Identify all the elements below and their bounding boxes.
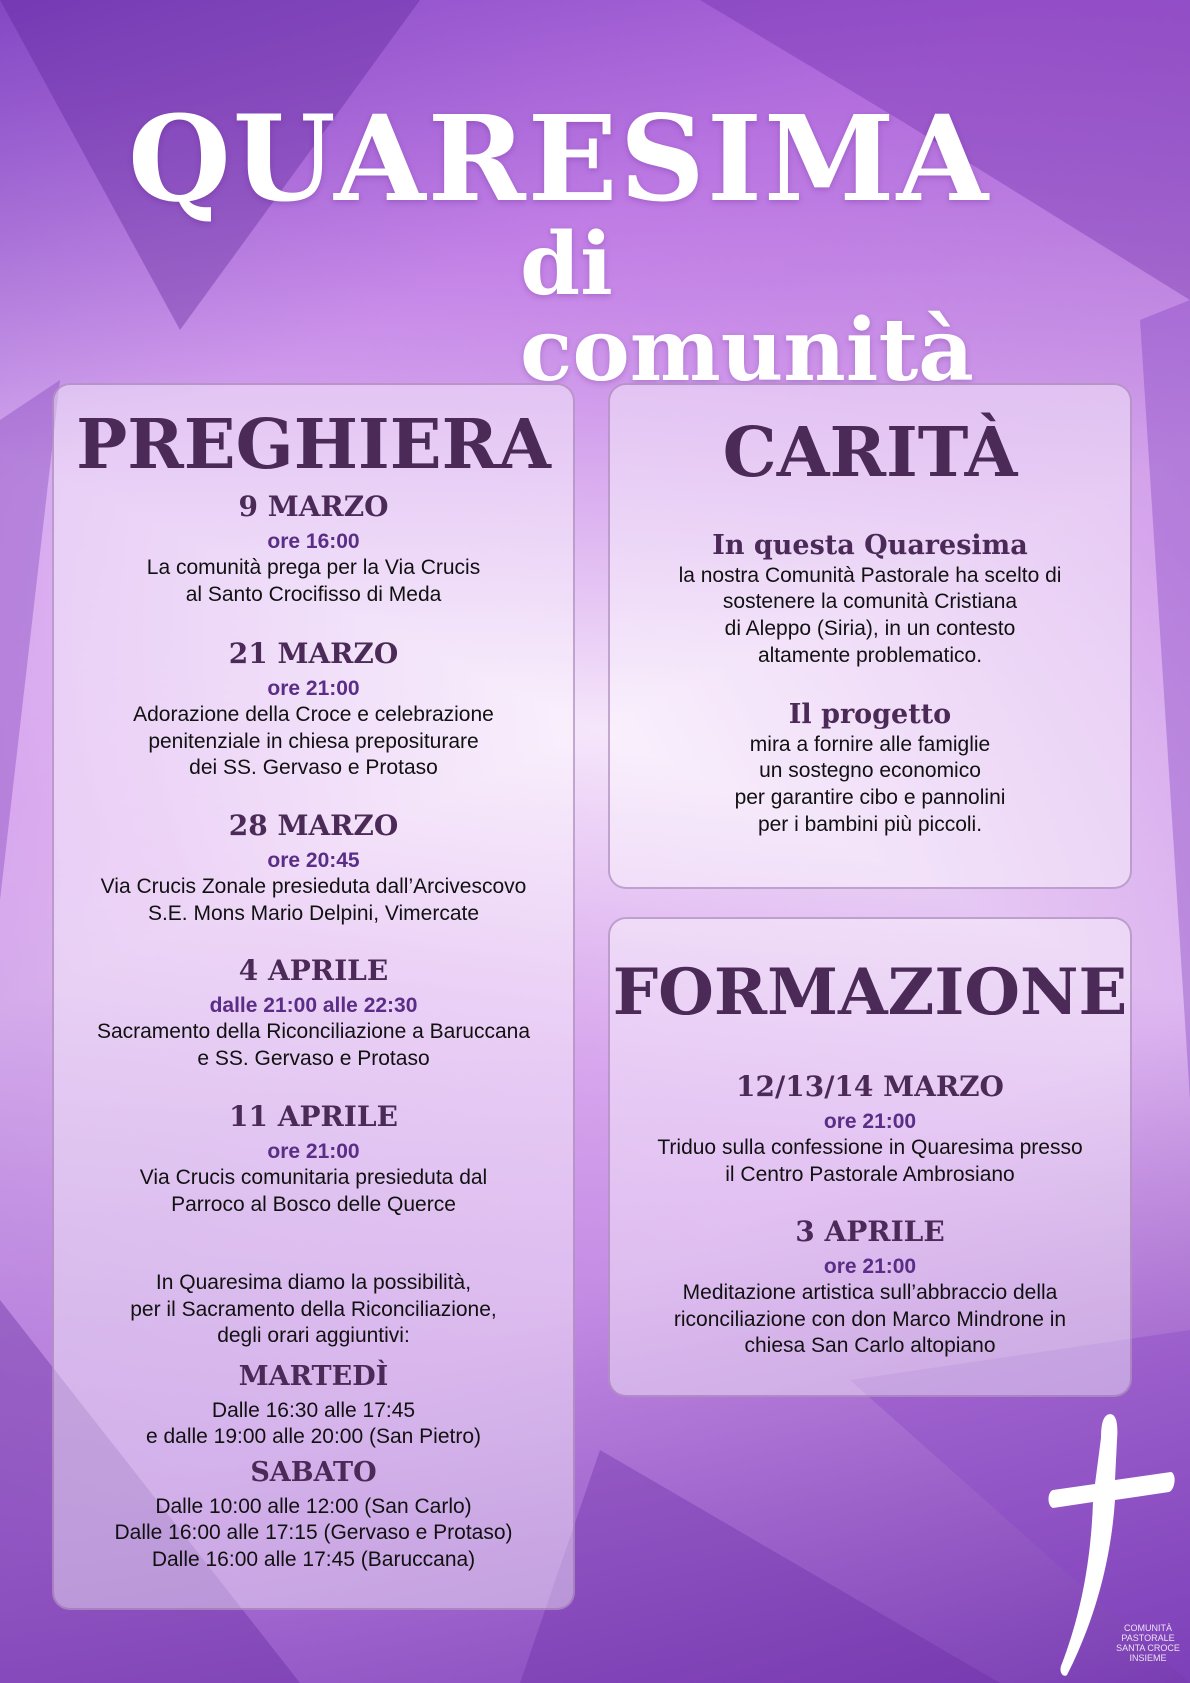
section-line: altamente problematico. <box>757 643 983 667</box>
formazione-event <box>610 1217 1130 1360</box>
preghiera-title: PREGHIERA <box>76 405 551 485</box>
martedi-schedule <box>54 1362 573 1451</box>
logo-line: INSIEME <box>1129 1653 1167 1663</box>
preghiera-event <box>54 639 573 782</box>
section-line: per garantire cibo e pannolini <box>734 786 1006 809</box>
schedule-line: e dalle 19:00 alle 20:00 (San Pietro) <box>145 1425 482 1449</box>
event-time: dalle 21:00 alle 22:30 <box>209 993 418 1017</box>
preghiera-event <box>54 811 573 927</box>
logo-line: COMUNITÀ <box>1124 1623 1172 1633</box>
section-heading: In questa Quaresima <box>712 530 1028 561</box>
event-time: ore 16:00 <box>267 529 360 553</box>
event-time: ore 21:00 <box>823 1254 917 1278</box>
section-line: per i bambini più piccoli. <box>757 812 983 836</box>
event-date: 28 MARZO <box>228 809 399 842</box>
preghiera-event <box>54 956 573 1072</box>
event-time: ore 21:00 <box>823 1109 917 1133</box>
poster-title: QUARESIMA <box>128 89 991 228</box>
carita-section <box>610 700 1130 838</box>
martedi-title: MARTEDÌ <box>238 1361 389 1392</box>
event-time: ore 20:45 <box>267 848 360 872</box>
event-line: dei SS. Gervaso e Protaso <box>189 756 438 780</box>
preghiera-panel <box>52 383 575 1610</box>
event-date: 12/13/14 MARZO <box>736 1070 1004 1103</box>
event-line: il Centro Pastorale Ambrosiano <box>725 1162 1015 1186</box>
section-line: mira a fornire alle famiglie <box>749 732 991 756</box>
event-date: 9 MARZO <box>238 490 389 523</box>
formazione-title: FORMAZIONE <box>612 955 1128 1030</box>
sabato-schedule <box>54 1458 573 1574</box>
preghiera-event <box>54 492 573 608</box>
event-line: Adorazione della Croce e celebrazione <box>133 703 494 727</box>
section-heading: Il progetto <box>788 699 952 730</box>
section-line: la nostra Comunità Pastorale ha scelto di <box>678 563 1062 587</box>
event-line: chiesa San Carlo altopiano <box>744 1334 996 1358</box>
event-date: 11 APRILE <box>229 1100 398 1133</box>
event-line: penitenziale in chiesa prepositurare <box>148 729 479 753</box>
carita-section <box>610 531 1130 669</box>
poster-subtitle: di comunità <box>520 214 974 401</box>
event-line: Triduo sulla confessione in Quaresima presso <box>657 1136 1083 1160</box>
intro-line: per il Sacramento della Riconciliazione, <box>130 1297 497 1321</box>
event-time: ore 21:00 <box>267 1139 360 1163</box>
schedule-line: Dalle 16:30 alle 17:45 <box>211 1398 416 1422</box>
intro-line: In Quaresima diamo la possibilità, <box>155 1271 472 1294</box>
event-date: 4 APRILE <box>238 954 389 987</box>
section-line: di Aleppo (Siria), in un contesto <box>724 617 1016 640</box>
event-time: ore 21:00 <box>267 676 360 700</box>
section-line: un sostegno economico <box>759 759 981 783</box>
carita-panel <box>608 383 1132 889</box>
schedule-line: Dalle 16:00 alle 17:15 (Gervaso e Protaso) <box>114 1521 513 1545</box>
logo-line: PASTORALE <box>1121 1633 1175 1643</box>
event-line: al Santo Crocifisso di Meda <box>185 582 442 606</box>
event-line: Via Crucis Zonale presieduta dall’Arcivescovo <box>100 875 527 899</box>
event-date: 3 APRILE <box>795 1215 945 1248</box>
event-line: Via Crucis comunitaria presieduta dal <box>139 1166 488 1190</box>
sabato-title: SABATO <box>250 1457 377 1488</box>
carita-title: CARITÀ <box>722 413 1018 493</box>
event-line: riconciliazione con don Marco Mindrone in <box>673 1307 1067 1331</box>
schedule-line: Dalle 16:00 alle 17:45 (Baruccana) <box>151 1548 476 1571</box>
event-line: S.E. Mons Mario Delpini, Vimercate <box>147 901 480 925</box>
event-date: 21 MARZO <box>228 637 399 670</box>
formazione-event <box>610 1072 1130 1188</box>
schedule-line: Dalle 10:00 alle 12:00 (San Carlo) <box>155 1494 472 1518</box>
section-line: sostenere la comunità Cristiana <box>722 590 1018 614</box>
community-logo-text <box>1108 1623 1188 1663</box>
logo-line: SANTA CROCE <box>1116 1643 1180 1653</box>
event-line: La comunità prega per la Via Crucis <box>146 556 481 580</box>
event-line: Sacramento della Riconciliazione a Baruccana <box>96 1020 531 1044</box>
formazione-panel <box>608 917 1132 1397</box>
preghiera-event <box>54 1102 573 1218</box>
event-line: Parroco al Bosco delle Querce <box>171 1192 456 1216</box>
intro-line: degli orari aggiuntivi: <box>217 1324 410 1348</box>
event-line: Meditazione artistica sull’abbraccio della <box>682 1281 1058 1305</box>
reconciliation-intro <box>54 1270 573 1350</box>
event-line: e SS. Gervaso e Protaso <box>197 1046 430 1070</box>
